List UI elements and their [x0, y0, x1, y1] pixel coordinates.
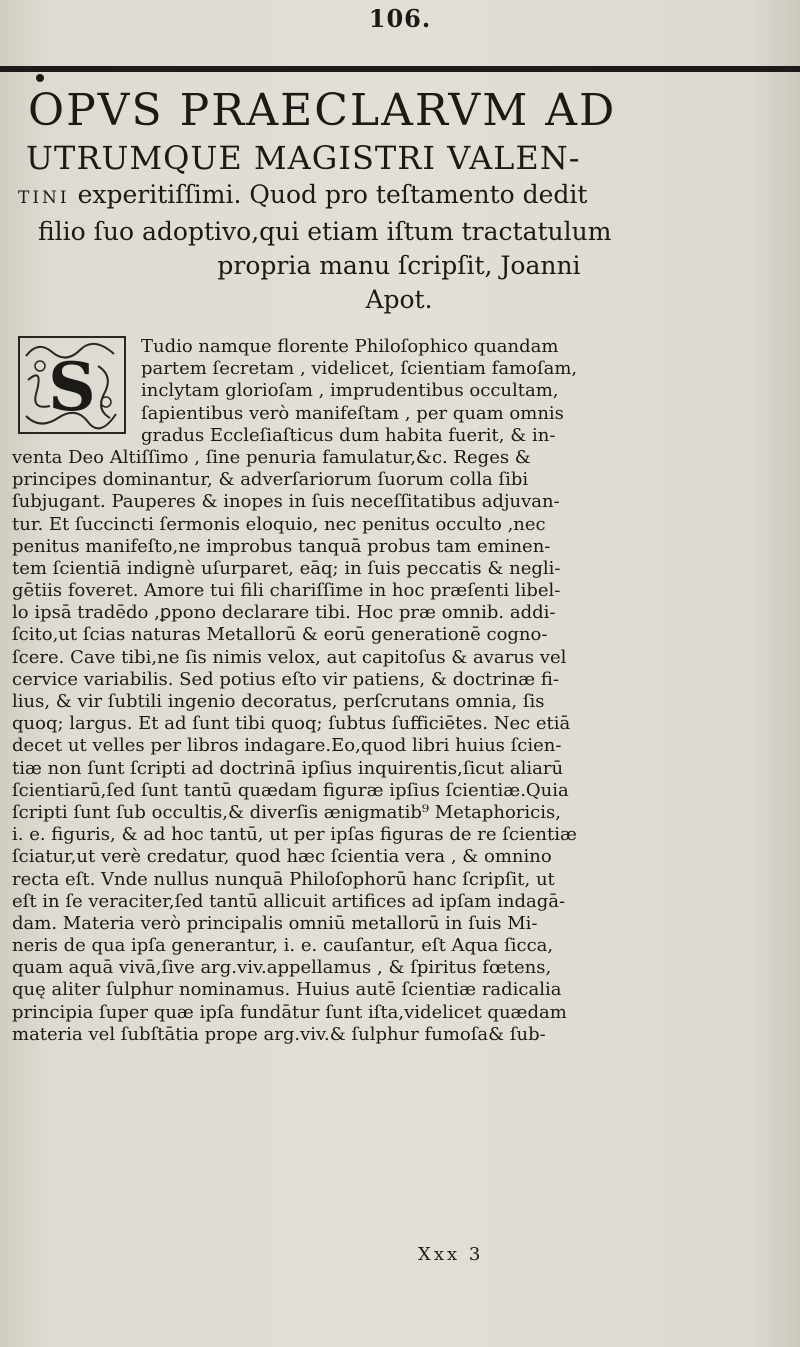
body-text: [0, 336, 800, 1046]
title-line-6: Apot.: [365, 285, 433, 314]
text-line: ſcere. Cave tibi,ne ſis nimis velox, aut capitoſus & avarus vel: [12, 646, 567, 668]
title-line-1: OPVS PRAECLARVM AD: [28, 85, 617, 136]
text-line: cervice variabilis. Sed potius eſto vir patiens, & doctrinæ fi-: [12, 668, 559, 690]
text-line: eſt in ſe veraciter,ſed tantū allicuit artifices ad ipſam indagā-: [12, 890, 566, 912]
text-line: tem ſcientiā indignè uſurparet, eāq; in ſuis peccatis & negli-: [12, 557, 561, 579]
text-line: tur. Et ſuccincti ſermonis eloquio, nec penitus occulto ,nec: [12, 513, 546, 535]
text-line: neris de qua ipſa generantur, i. e. cauſantur, eſt Aqua ſicca,: [12, 935, 554, 957]
text-line: quoq; largus. Et ad ſunt tibi quoq; ſubtus ſufficiētes. Nec etiā: [12, 713, 571, 735]
text-line: recta eſt. Vnde nullus nunquā Philoſophorū hanc ſcripſit, ut: [12, 868, 555, 890]
text-line: dam. Materia verò principalis omniū metallorū in ſuis Mi-: [12, 912, 538, 934]
text-line: partem ſecretam , videlicet, ſcientiam famoſam,: [141, 358, 578, 380]
text-line: quam aquā vivā,ſive arg.viv.appellamus , & ſpiritus fœtens,: [12, 957, 552, 979]
text-line: penitus manifeſto,ne improbus tanquā probus tam eminen-: [12, 535, 551, 557]
title-line-3-rest: experitiſſimi. Quod pro teſtamento dedit: [69, 180, 588, 209]
text-line: principes dominantur, & adverſariorum ſuorum colla ſibi: [12, 469, 529, 491]
text-line: lo ipsā tradēdo ,ꝑpono declarare tibi. Hoc præ omnib. addi-: [12, 602, 556, 624]
text-line: inclytam glorioſam , imprudentibus occultam,: [141, 380, 559, 402]
text-line: gētiis foveret. Amore tui fili chariſſime in hoc præſenti libel-: [12, 580, 561, 602]
text-line: i. e. figuris, & ad hoc tantū, ut per ipſas figuras de re ſcientiæ: [12, 824, 577, 846]
signature-mark: Xxx 3: [418, 1244, 484, 1265]
title-line-2: UTRUMQUE MAGISTRI VALEN-: [26, 139, 581, 177]
text-line: decet ut velles per libros indagare.Eo,quod libri huius ſcien-: [12, 735, 562, 757]
text-line: tiæ non ſunt ſcripti ad doctrinā ipſius inquirentis,ſicut aliarū: [12, 757, 564, 779]
text-line: ſciatur,ut verè credatur, quod hæc ſcientia vera , & omnino: [12, 846, 552, 868]
title-line-5: propria manu ſcripſit, Joanni: [217, 251, 581, 280]
title-smallcaps: TINI: [18, 188, 70, 208]
text-line: principia ſuper quæ ipſa fundātur ſunt iſta,videlicet quædam: [12, 1001, 567, 1023]
text-line: Tudio namque florente Philoſophico quandam: [141, 336, 559, 357]
ornament-dot: [36, 74, 44, 82]
text-line: ſcito,ut ſcias naturas Metallorū & eorū generationē cogno-: [12, 624, 548, 646]
chapter-title: [18, 84, 790, 317]
title-line-3: [18, 178, 790, 215]
text-line: ſcripti ſunt ſub occultis,& diverſis ænigmatib⁹ Metaphoricis,: [12, 801, 561, 823]
drop-cap-letter: S: [48, 348, 96, 426]
text-line: quę aliter ſulphur nominamus. Huius autē ſcientiæ radicalia: [12, 979, 562, 1001]
title-line-4: filio ſuo adoptivo,qui etiam iſtum tractatulum: [38, 217, 612, 246]
page-number: 106.: [368, 4, 432, 33]
text-line: venta Deo Altiſſimo , ſine penuria famulatur,&c. Reges &: [12, 446, 531, 468]
header-rule: [0, 66, 800, 72]
text-line: ſapientibus verò manifeſtam , per quam omnis: [141, 402, 564, 424]
text-line: ſcientiarū,ſed ſunt tantū quædam figuræ ipſius ſcientiæ.Quia: [12, 779, 569, 801]
text-line: ſubjugant. Pauperes & inopes in ſuis neceſſitatibus adjuvan-: [12, 491, 560, 513]
text-line: materia vel ſubſtātia prope arg.viv.& ſulphur fumoſa& ſub-: [12, 1023, 546, 1045]
text-line: lius, & vir ſubtili ingenio decoratus, perſcrutans omnia, ſis: [12, 691, 545, 712]
text-line: gradus Eccleſiaſticus dum habita fuerit, & in-: [141, 424, 556, 446]
